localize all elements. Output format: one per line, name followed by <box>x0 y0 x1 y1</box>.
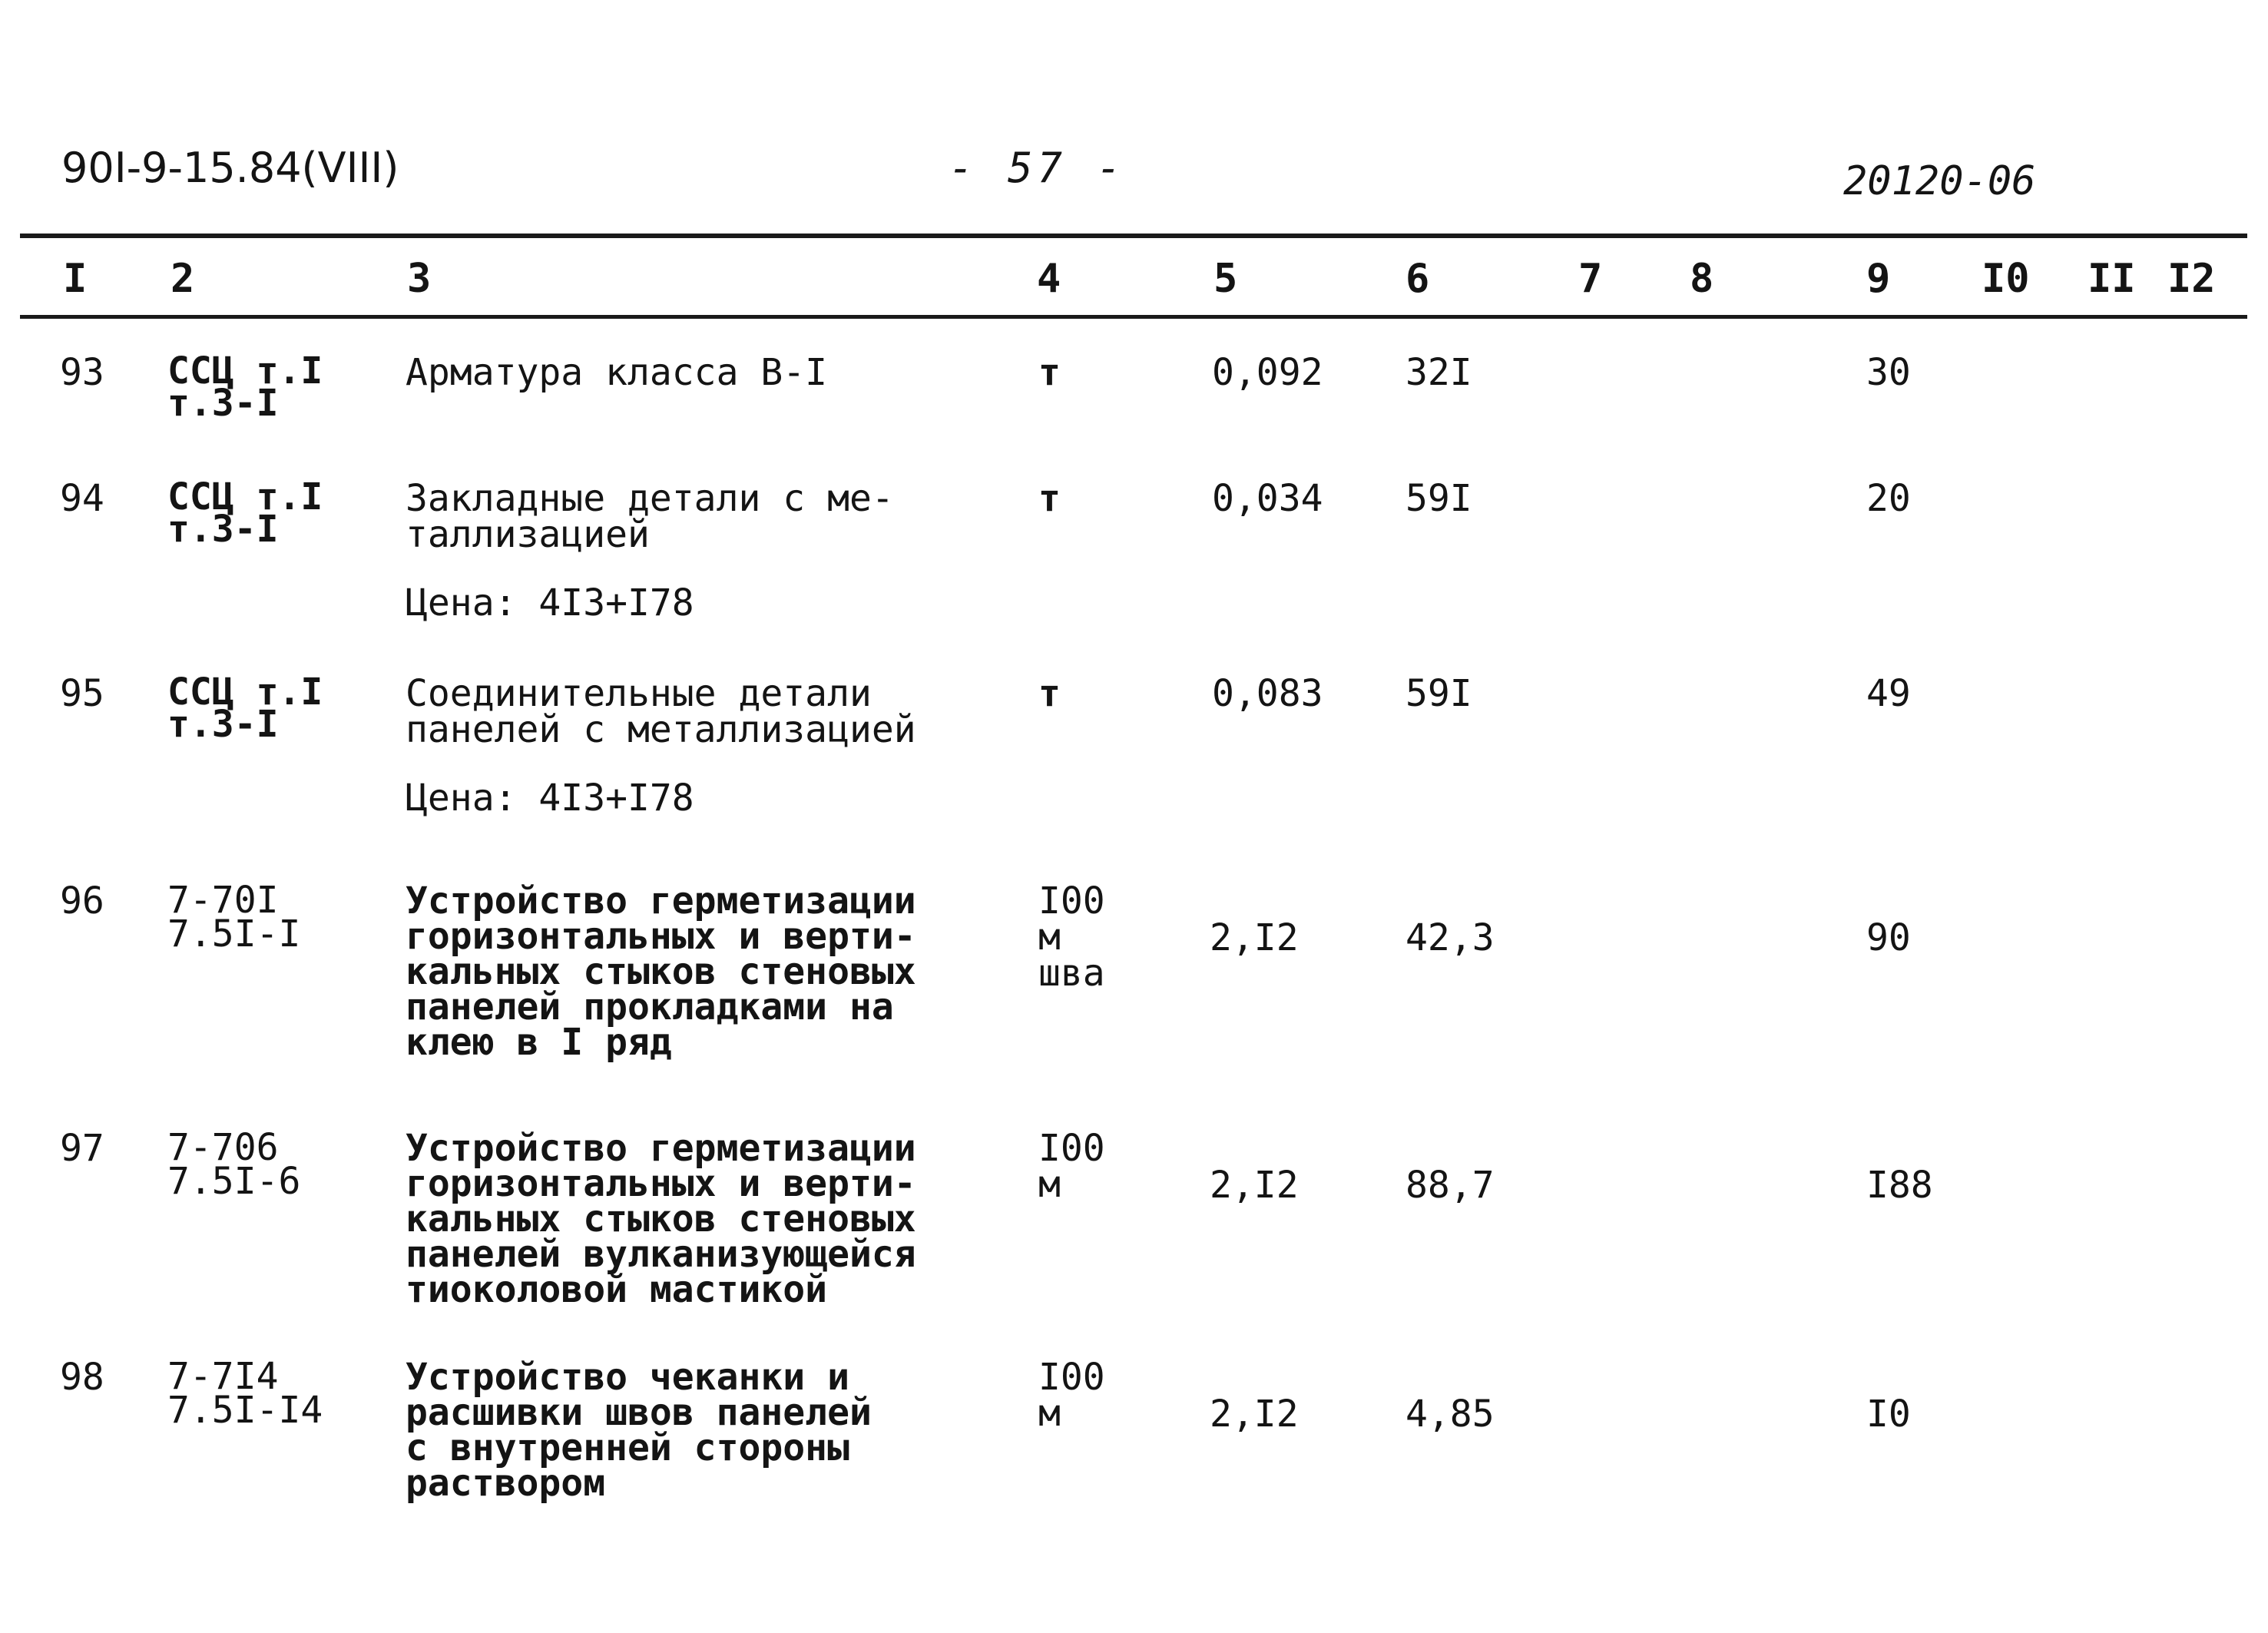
row-number: 98 <box>60 1356 104 1399</box>
top-rule <box>20 234 2247 238</box>
document-number: 20120-06 <box>1843 158 2036 204</box>
row-number: 95 <box>60 672 104 715</box>
row-unit: I00 м <box>1038 1356 1105 1435</box>
column-number: II <box>2088 256 2136 302</box>
row-unit-cost: 59I <box>1405 672 1472 715</box>
header-rule <box>20 315 2247 319</box>
row-total: 49 <box>1866 672 1911 715</box>
row-reference: ССЦ т.I т.3-I <box>167 475 323 551</box>
row-number: 93 <box>60 351 104 394</box>
row-number: 96 <box>60 879 104 922</box>
row-description: Закладные детали с ме- таллизацией <box>406 477 894 556</box>
row-unit: I00 м <box>1038 1127 1105 1206</box>
column-number: I0 <box>1982 256 2030 302</box>
row-number: 94 <box>60 477 104 520</box>
row-description: Арматура класса В-I <box>406 351 828 394</box>
page-number: - 57 - <box>949 144 1127 192</box>
row-total: 20 <box>1866 477 1911 520</box>
row-total: I0 <box>1866 1393 1911 1436</box>
row-number: 97 <box>60 1127 104 1170</box>
row-description: Устройство герметизации горизонтальных и верти- кальных стыков стеновых панелей вулканизующейся тиоколовой мастикой <box>406 1127 916 1311</box>
row-quantity: 2,I2 <box>1210 1393 1299 1436</box>
row-reference: 7-70I 7.5I-I <box>167 879 301 956</box>
column-number: 6 <box>1405 256 1430 302</box>
row-total: I88 <box>1866 1164 1933 1207</box>
row-total: 30 <box>1866 351 1911 394</box>
row-price-note: Цена: 4I3+I78 <box>406 581 694 624</box>
row-quantity: 2,I2 <box>1210 1164 1299 1207</box>
document-code: 90I-9-15.84(VIII) <box>61 144 399 192</box>
row-reference: ССЦ т.I т.3-I <box>167 349 323 425</box>
row-reference: 7-706 7.5I-6 <box>167 1126 301 1203</box>
column-number: 3 <box>407 256 432 302</box>
row-unit: т <box>1038 351 1061 394</box>
column-number: 9 <box>1866 256 1891 302</box>
row-unit-cost: 32I <box>1405 351 1472 394</box>
column-number: I2 <box>2167 256 2216 302</box>
row-unit: I00 м шва <box>1038 879 1105 995</box>
row-total: 90 <box>1866 916 1911 959</box>
row-unit-cost: 88,7 <box>1405 1164 1495 1207</box>
row-unit: т <box>1038 477 1061 520</box>
row-reference: 7-7I4 7.5I-I4 <box>167 1355 323 1432</box>
row-price-note: Цена: 4I3+I78 <box>406 777 694 820</box>
row-description: Устройство чеканки и расшивки швов панелей с внутренней стороны раствором <box>406 1356 872 1505</box>
column-number: I <box>63 256 88 302</box>
row-quantity: 0,092 <box>1212 351 1323 394</box>
column-number: 5 <box>1213 256 1238 302</box>
column-number: 4 <box>1037 256 1061 302</box>
row-description: Соединительные детали панелей с металлизацией <box>406 672 916 751</box>
row-quantity: 0,083 <box>1212 672 1323 715</box>
row-unit-cost: 4,85 <box>1405 1393 1495 1436</box>
row-description: Устройство герметизации горизонтальных и верти- кальных стыков стеновых панелей прокладками на клею в I ряд <box>406 879 916 1064</box>
row-quantity: 2,I2 <box>1210 916 1299 959</box>
row-unit-cost: 59I <box>1405 477 1472 520</box>
column-number: 2 <box>171 256 195 302</box>
row-quantity: 0,034 <box>1212 477 1323 520</box>
column-number: 7 <box>1578 256 1603 302</box>
row-reference: ССЦ т.I т.3-I <box>167 671 323 746</box>
column-number: 8 <box>1690 256 1714 302</box>
row-unit-cost: 42,3 <box>1405 916 1495 959</box>
row-unit: т <box>1038 672 1061 715</box>
